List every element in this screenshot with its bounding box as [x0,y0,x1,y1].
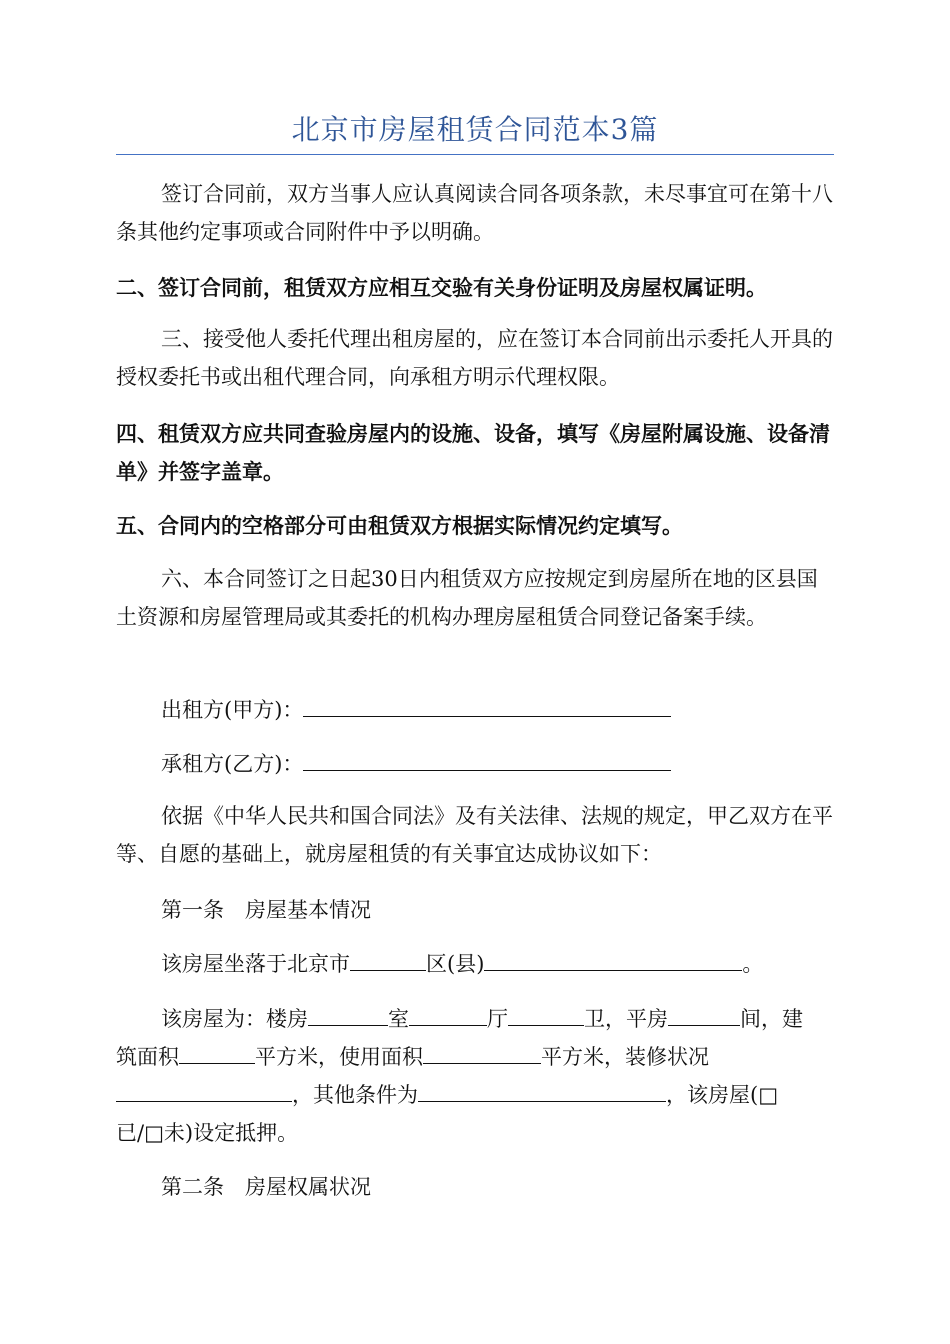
room-text-2: 室 [388,1007,409,1031]
baths-blank[interactable] [508,1003,584,1026]
lessee-blank[interactable] [303,748,671,771]
condition-text-2: ，该房屋(□ [666,1083,779,1107]
room-text-3: 厅 [487,1007,508,1031]
paragraph-item-4: 四、租赁双方应共同查验房屋内的设施、设备，填写《房屋附属设施、设备清单》并签字盖章。 [116,421,830,484]
paragraph-item-2: 二、签订合同前，租赁双方应相互交验有关身份证明及房屋权属证明。 [116,275,767,300]
rooms-blank[interactable] [308,1003,388,1026]
halls-blank[interactable] [409,1003,487,1026]
location-text-1: 该房屋坐落于北京市 [161,952,350,976]
lessee-line [116,745,834,783]
condition-line [116,1076,834,1114]
decoration-blank[interactable] [116,1079,292,1102]
mortgage-line: 已/□未)设定抵押。 [116,1121,299,1145]
other-conditions-blank[interactable] [418,1079,666,1102]
address-blank[interactable] [484,948,742,971]
lessor-blank[interactable] [303,694,671,717]
room-text-5: 间，建 [740,1007,803,1031]
article-1-heading: 第一条 房屋基本情况 [161,898,371,922]
paragraph-agreement: 依据《中华人民共和国合同法》及有关法律、法规的规定，甲乙双方在平等、自愿的基础上，就房屋租赁的有关事宜达成协议如下： [116,804,833,866]
location-text-2: 区(县) [426,952,485,976]
district-blank[interactable] [350,948,426,971]
room-text-4: 卫，平房 [584,1007,668,1031]
article-2-heading: 第二条 房屋权属状况 [161,1175,371,1199]
lessor-line [116,691,834,729]
condition-text-1: ，其他条件为 [292,1083,418,1107]
building-area-blank[interactable] [179,1041,255,1064]
area-line [116,1038,834,1076]
paragraph-intro: 签订合同前，双方当事人应认真阅读合同各项条款，未尽事宜可在第十八条其他约定事项或合同附件中予以明确。 [116,182,833,244]
paragraph-item-5: 五、合同内的空格部分可由租赁双方根据实际情况约定填写。 [116,513,683,538]
lessee-label: 承租方(乙方)： [161,752,304,776]
location-text-3: 。 [742,952,764,976]
area-text-2: 平方米，使用面积 [255,1045,423,1069]
room-text-1: 该房屋为：楼房 [161,1007,308,1031]
area-text-1: 筑面积 [116,1045,179,1069]
paragraph-item-3: 三、接受他人委托代理出租房屋的，应在签订本合同前出示委托人开具的授权委托书或出租代理合同，向承租方明示代理权限。 [116,327,833,389]
location-line [116,945,834,983]
title-underline [116,154,834,155]
lessor-label: 出租方(甲方)： [161,698,304,722]
paragraph-item-6: 六、本合同签订之日起30日内租赁双方应按规定到房屋所在地的区县国土资源和房屋管理局或其委托的机构办理房屋租赁合同登记备案手续。 [116,567,818,629]
bungalow-rooms-blank[interactable] [668,1003,740,1026]
usable-area-blank[interactable] [423,1041,541,1064]
room-line [116,1000,834,1038]
area-text-3: 平方米，装修状况 [541,1045,709,1069]
document-title: 北京市房屋租赁合同范本3篇 [291,113,659,146]
